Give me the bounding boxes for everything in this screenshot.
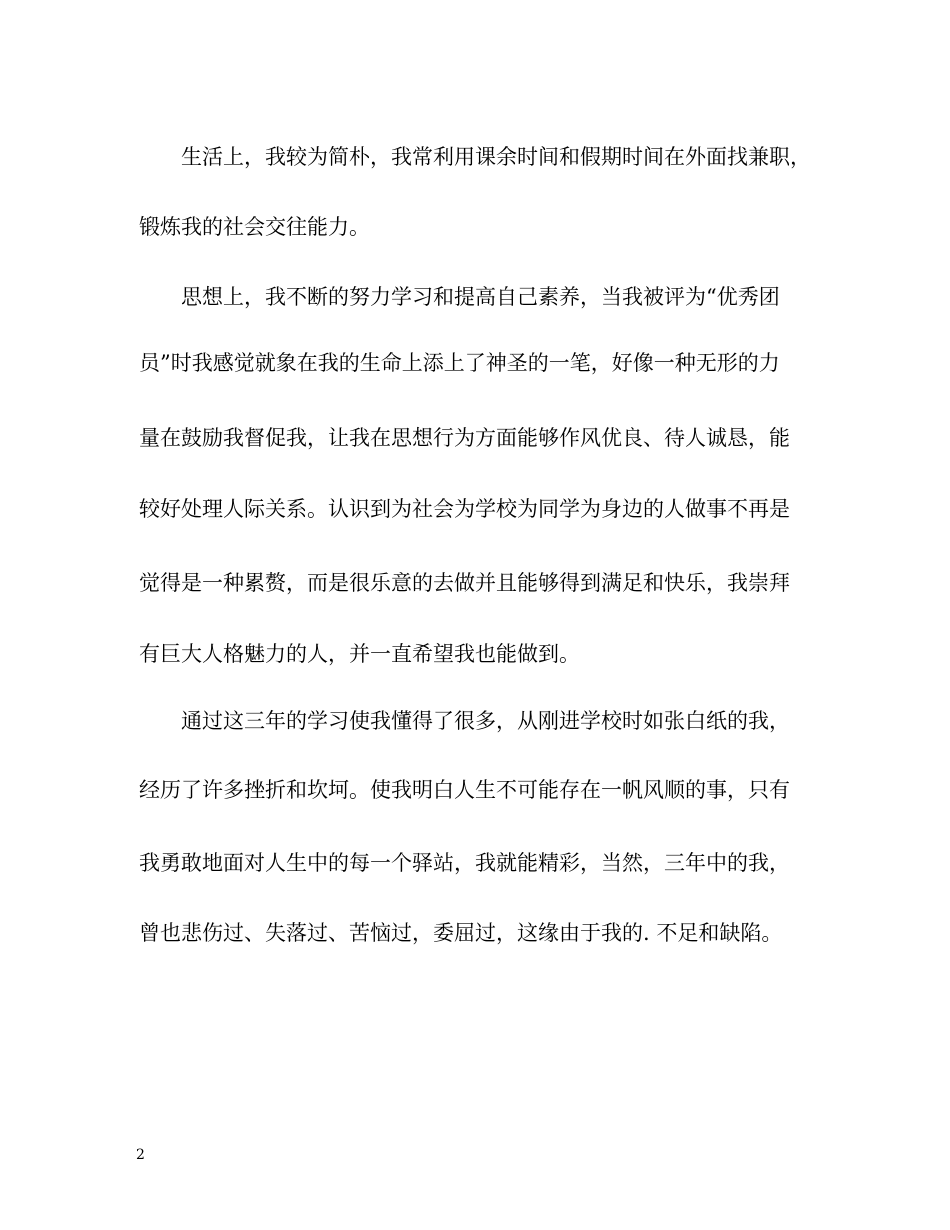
paragraph-3-line-4: 曾也悲伤过、失落过、苦恼过，委屈过，这缘由于我的. 不足和缺陷。 [139,921,783,945]
paragraph-2-line-4: 较好处理人际关系。认识到为社会为学校为同学为身边的人做事不再是 [139,497,790,521]
paragraph-2-line-6: 有巨大人格魅力的人，并一直希望我也能做到。 [139,642,580,666]
paragraph-2-line-5: 觉得是一种累赘，而是很乐意的去做并且能够得到满足和快乐，我崇拜 [139,571,790,595]
paragraph-2-line-2: 员”时我感觉就象在我的生命上添上了神圣的一笔，好像一种无形的力 [139,351,780,375]
paragraph-3-line-3: 我勇敢地面对人生中的每一个驿站，我就能精彩，当然，三年中的我， [139,851,790,875]
paragraph-3-line-2: 经历了许多挫折和坎坷。使我明白人生不可能存在一帆风顺的事，只有 [139,778,790,802]
paragraph-1-line-2: 锻炼我的社会交往能力。 [139,215,370,239]
page-number: 2 [136,1147,145,1163]
paragraph-3-line-1: 通过这三年的学习使我懂得了很多，从刚进学校时如张白纸的我， [181,709,790,733]
paragraph-2-line-3: 量在鼓励我督促我，让我在思想行为方面能够作风优良、待人诚恳，能 [139,426,790,450]
paragraph-1-line-1: 生活上，我较为简朴，我常利用课余时间和假期时间在外面找兼职， [181,145,811,169]
paragraph-2-line-1: 思想上，我不断的努力学习和提高自己素养，当我被评为“优秀团 [181,285,780,309]
